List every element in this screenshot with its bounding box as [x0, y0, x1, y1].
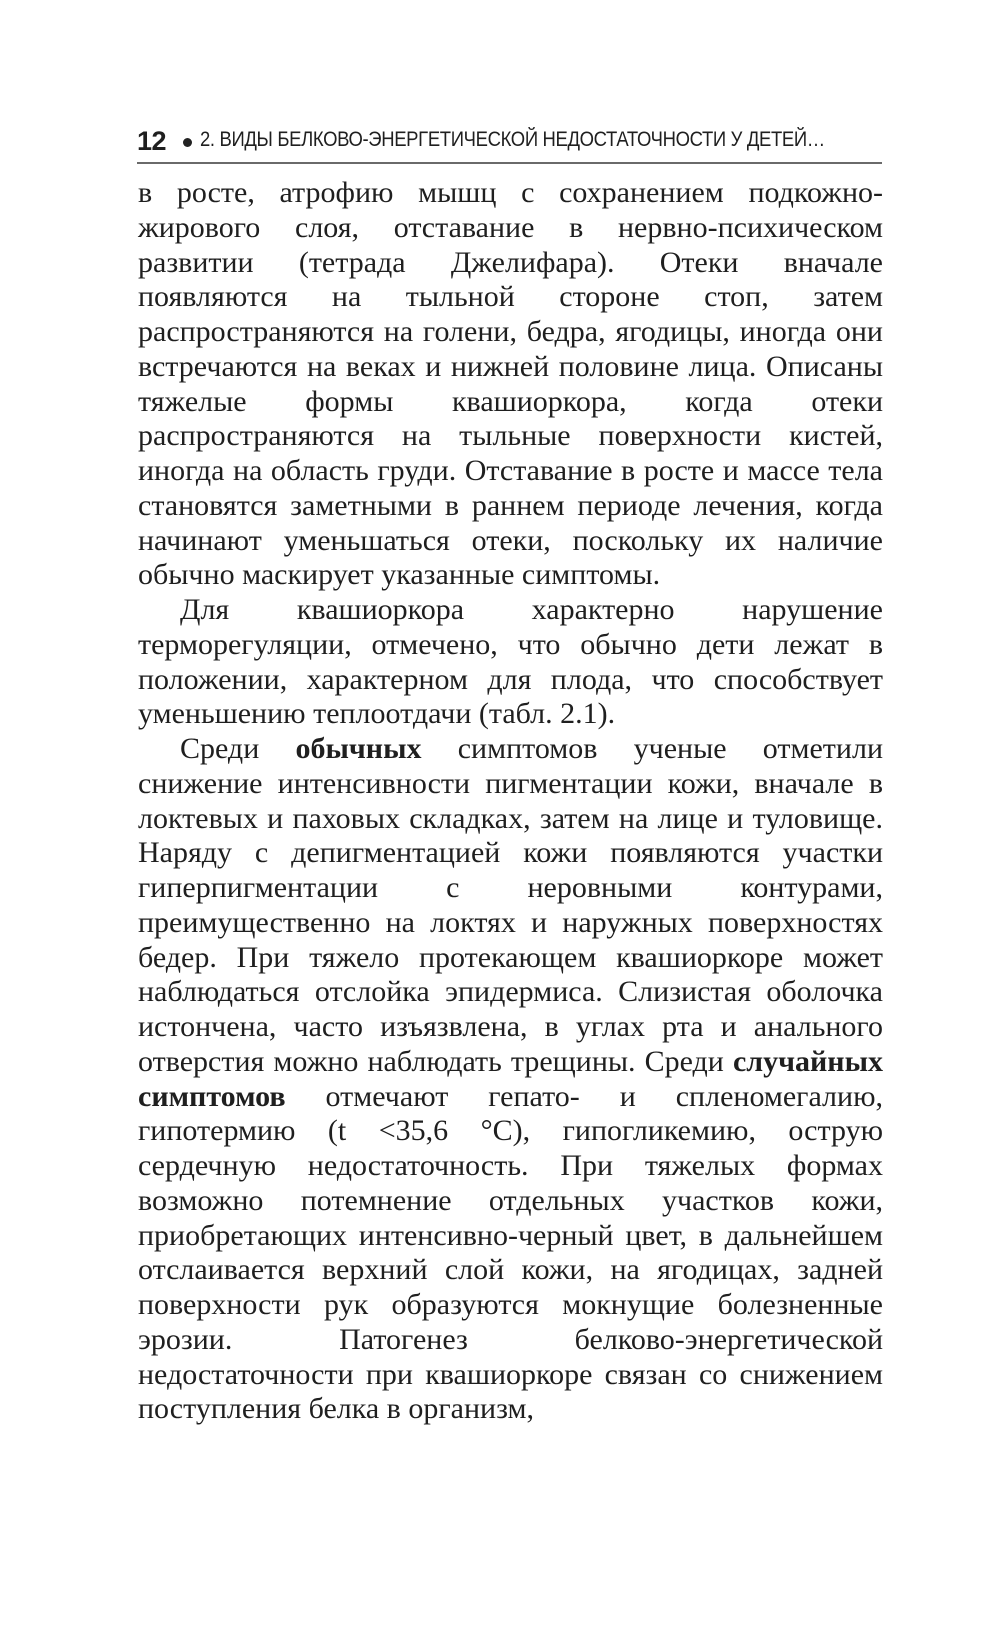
paragraph-3-text-a: Среди: [180, 732, 296, 765]
paragraph-3: [138, 732, 883, 1427]
page-number: 12: [137, 126, 167, 156]
paragraph-3-text-c: отмечают гепато- и спленомегалию, гипотермию (t <35,6 °С), гипогликемию, острую сердечную недостаточность. При тяжелых формах возможно потемнение отдельных участков кожи, приобретающих интенсивно-черный цвет, в дальнейшем отслаивается верхний слой кожи, на ягодицах, задней поверхности рук образуются мокнущие болезненные эрозии. Патогенез белково-энергетической недостаточности при квашиоркоре связан со снижением поступления белка в организм,: [138, 1079, 883, 1426]
paragraph-3-text-b: симптомов ученые отметили снижение интенсивности пигментации кожи, вначале в локтевых и паховых складках, затем на лице и туловище. Наряду с депигментацией кожи появляются участки гиперпигментации с неровными контурами, преимущественно на локтях и наружных поверхностях бедер. При тяжело протекающем квашиоркоре может наблюдаться отслойка эпидермиса. Слизистая оболочка истончена, часто изъязвлена, в углах рта и анального отверстия можно наблюдать трещины. Среди: [138, 732, 884, 1078]
page-body: [138, 176, 883, 1427]
emphasis-random-symptoms: случайных симптомов: [138, 1044, 883, 1113]
paragraph-2: Для квашиоркора характерно нарушение терморегуляции, отмечено, что обычно дети лежат в положении, характерном для плода, что способствует уменьшению теплоотдачи (табл. 2.1).: [138, 593, 883, 731]
running-title: 2. ВИДЫ БЕЛКОВО-ЭНЕРГЕТИЧЕСКОЙ НЕДОСТАТОЧНОСТИ У ДЕТЕЙ…: [200, 128, 825, 151]
running-header: [137, 126, 882, 164]
paragraph-1: в росте, атрофию мышц с сохранением подкожно-жирового слоя, отставание в нервно-психическом развитии (тетрада Джелифара). Отеки вначале появляются на тыльной стороне стоп, затем распространяются на голени, бедра, ягодицы, иногда они встречаются на веках и нижней половине лица. Описаны тяжелые формы квашиоркора, когда отеки распространяются на тыльные поверхности кистей, иногда на область груди. Отставание в росте и массе тела становятся заметными в раннем периоде лечения, когда начинают уменьшаться отеки, поскольку их наличие обычно маскирует указанные симптомы.: [138, 176, 883, 592]
bullet-icon: [183, 138, 192, 147]
emphasis-common-symptoms: обычных: [295, 732, 422, 765]
